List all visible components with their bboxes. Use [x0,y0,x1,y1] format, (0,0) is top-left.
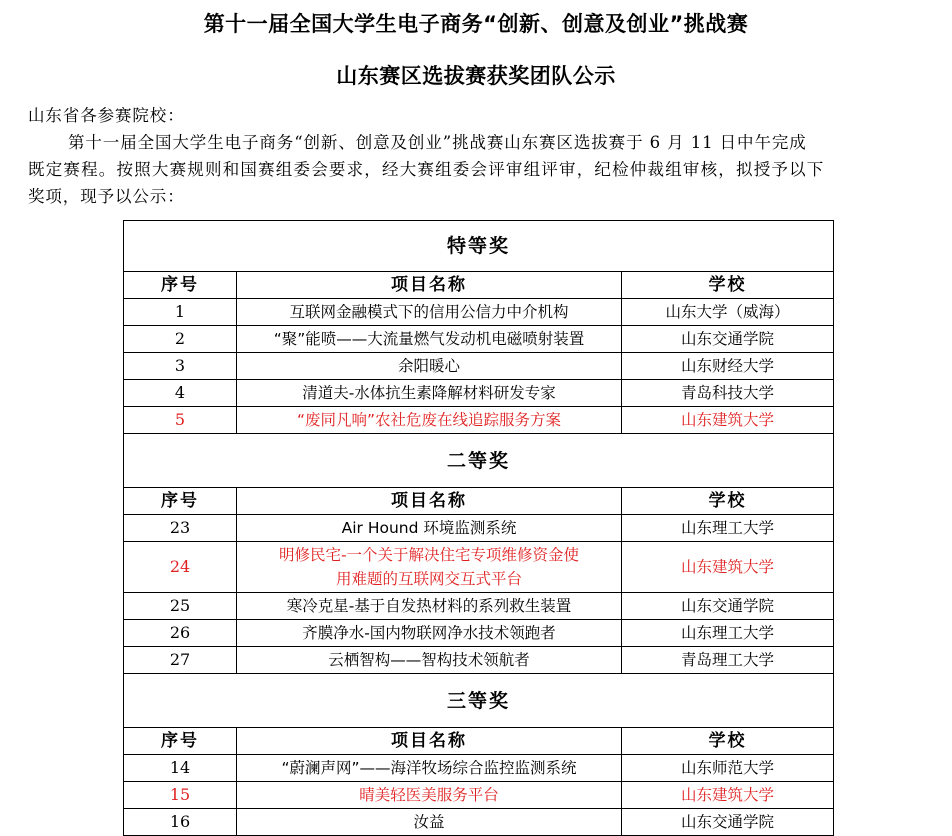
row-no: 27 [124,647,237,674]
salutation: 山东省各参赛院校： [28,106,185,125]
header-project: 项目名称 [237,488,622,515]
section-title: 特等奖 [124,221,834,272]
row-project: 寒冷克星-基于自发热材料的系列救生装置 [237,593,622,620]
row-project: “蔚澜声网”——海洋牧场综合监控监测系统 [237,755,622,782]
row-project [237,542,622,593]
row-school: 山东建筑大学 [622,542,834,593]
header-school: 学校 [622,488,834,515]
row-school: 山东交通学院 [622,326,834,353]
table-row-highlighted [124,782,834,809]
table-row [124,647,834,674]
row-project: 晴美轻医美服务平台 [237,782,622,809]
row-project: 清道夫-水体抗生素降解材料研发专家 [237,380,622,407]
awards-table [123,220,834,836]
row-no: 16 [124,809,237,836]
section-third-prize [124,674,834,728]
row-project: 互联网金融模式下的信用公信力中介机构 [237,299,622,326]
table-row [124,353,834,380]
header-no: 序号 [124,488,237,515]
section-special-prize [124,221,834,272]
row-school: 山东财经大学 [622,353,834,380]
row-project: 汝益 [237,809,622,836]
row-no: 3 [124,353,237,380]
row-school: 山东交通学院 [622,593,834,620]
section-title: 二等奖 [124,434,834,488]
row-no: 2 [124,326,237,353]
section-title: 三等奖 [124,674,834,728]
row-school: 青岛科技大学 [622,380,834,407]
table-header-row [124,488,834,515]
table-row [124,326,834,353]
header-no: 序号 [124,728,237,755]
row-school: 青岛理工大学 [622,647,834,674]
row-no: 24 [124,542,237,593]
table-row [124,755,834,782]
header-school: 学校 [622,728,834,755]
section-second-prize [124,434,834,488]
row-school: 山东建筑大学 [622,782,834,809]
row-school: 山东理工大学 [622,515,834,542]
table-row [124,620,834,647]
row-project-line: 用难题的互联网交互式平台 [335,570,522,588]
row-project: “废同凡响”农社危废在线追踪服务方案 [237,407,622,434]
row-no: 15 [124,782,237,809]
row-no: 23 [124,515,237,542]
row-no: 14 [124,755,237,782]
header-school: 学校 [622,272,834,299]
table-row [124,299,834,326]
table-row [124,593,834,620]
row-no: 4 [124,380,237,407]
table-row [124,380,834,407]
table-row [124,515,834,542]
table-header-row [124,272,834,299]
body-paragraph-line: 第十一届全国大学生电子商务“创新、创意及创业”挑战赛山东赛区选拔赛于 6 月 11 日中午完成 [68,133,807,152]
row-school: 山东大学（威海） [622,299,834,326]
row-school: 山东理工大学 [622,620,834,647]
row-no: 5 [124,407,237,434]
row-school: 山东师范大学 [622,755,834,782]
row-project: Air Hound 环境监测系统 [237,515,622,542]
header-project: 项目名称 [237,272,622,299]
table-row [124,809,834,836]
row-school: 山东建筑大学 [622,407,834,434]
row-project: 余阳暖心 [237,353,622,380]
table-row-highlighted [124,407,834,434]
table-row-highlighted [124,542,834,593]
row-no: 1 [124,299,237,326]
body-paragraph-line: 奖项，现予以公示： [28,187,185,206]
row-project-line: 明修民宅-一个关于解决住宅专项维修资金使 [278,546,580,564]
table-header-row [124,728,834,755]
row-project: 齐膜净水-国内物联网净水技术领跑者 [237,620,622,647]
header-no: 序号 [124,272,237,299]
row-school: 山东交通学院 [622,809,834,836]
header-project: 项目名称 [237,728,622,755]
body-paragraph-line: 既定赛程。按照大赛规则和国赛组委会要求，经大赛组委会评审组评审，纪检仲裁组审核，拟授予以下 [28,160,825,179]
document-subtitle: 山东赛区选拔赛获奖团队公示 [336,64,616,88]
row-project: 云栖智构——智构技术领航者 [237,647,622,674]
row-project: “聚”能喷——大流量燃气发动机电磁喷射装置 [237,326,622,353]
row-no: 25 [124,593,237,620]
document-title: 第十一届全国大学生电子商务“创新、创意及创业”挑战赛 [203,12,749,36]
row-no: 26 [124,620,237,647]
